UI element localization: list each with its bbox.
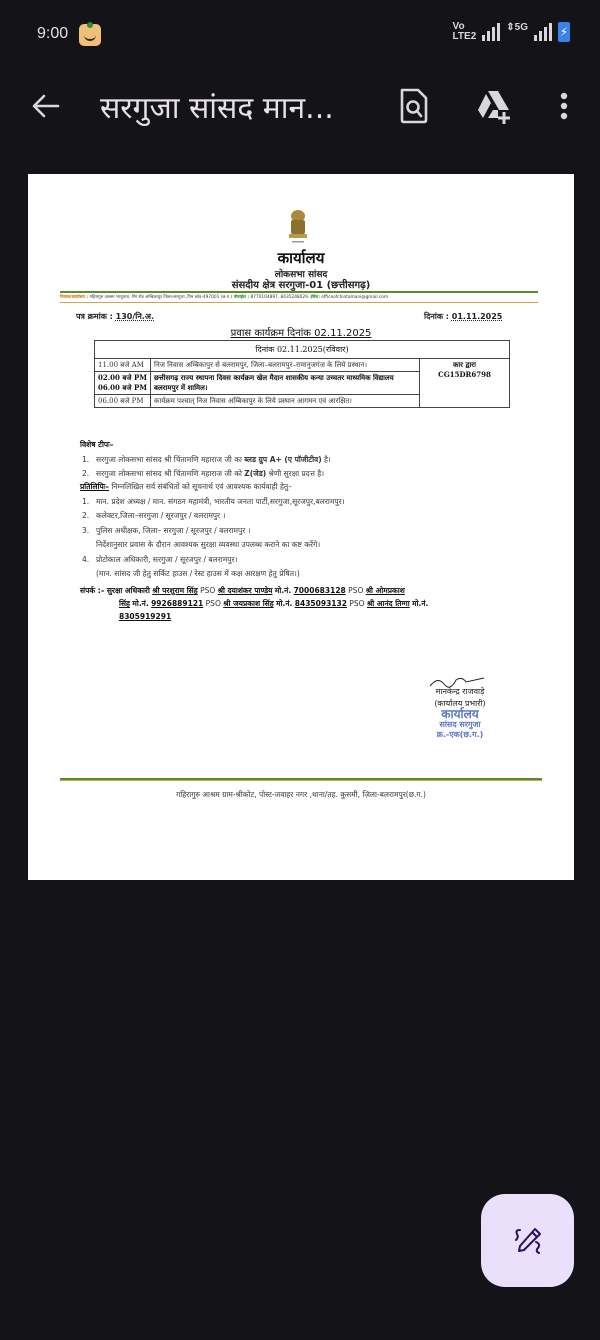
signature-block: मानकेन्द्र राजवाड़े (कार्यालय प्रभारी) कार्यालय सांसद सरगुजा क्र.-एक(छ.ग.) [420,672,500,746]
battery-charging-icon: ⚡ [558,22,570,42]
table-row: 11.00 बजे AM निज निवास अम्बिकापुर से बलरामपुर, जिला–बलरामपुर–रामानुजगंज के लिये प्रस्थान। कार द्वारा CG15DR6798 [95,359,510,372]
letterhead-underline [60,302,538,303]
search-document-button[interactable] [396,86,432,126]
5g-icon: ⇕5G [506,22,528,33]
office-title: कार्यालय [277,249,325,267]
schedule-date: दिनांक 02.11.2025(रविवार) [95,341,510,359]
document-heading: प्रवास कार्यक्रम दिनांक 02.11.2025 [230,328,372,339]
table-row: 02.00 बजे PM 06.00 बजे PM छत्तीसगढ़ राज्य स्थापना दिवस कार्यक्रम खेल मैदान शासकीय कन्या उच्चतर माध्यमिक विद्यालय बलरामपुर में शामिल। [95,372,510,395]
status-icons [453,22,570,42]
list-item: 1. सरगुजा लोकसभा सांसद श्री चिंतामणि महाराज जी का ब्लड ग्रुप A+ (ए पॉजीटीव) है। [82,454,331,464]
letterhead-contact: निवास/कार्यालय : गहिरागुरु आश्रम भाथूपारा, रिंग रोड अम्बिकापुर जिला-सरगुजा ,पिन कोड-497001 (छ.ग.) मोबाईल : 8770104897, 8435248029, ईमेल: officeofchintamani@gmail.com [60,295,389,300]
clock: 9:00 [37,25,69,42]
national-emblem-icon [283,208,313,248]
copy-to: प्रतिलिपिः– निम्नलिखित सर्व संबंधितों को सूचनार्थ एवं आवश्यक कार्यवाही हेतु– 1. मान. प्रदेश अध्यक्ष / मान. संगठन महामंत्री, भारतीय जनता पार्टी,सरगुजा,सूरजपुर,बलरामपुर। 2. कलेक्टर,जिला–सरगुजा / सूरजपुर / बलरामपुर । 3. पुलिस अधीक्षक, जिला– सरगुजा / सूरजपुर / बलरामपुर । निर्देशानुसार प्रवास के दौरान आवश्यक सुरक्षा व्यवस्था उपलब्ध कराने का कष्ट करेंगे। 4. प्रोटोकाल अधिकारी, सरगुजा / सूरजपुर / बलरामपुर। (मान. सांसद जी हेतु सर्किट हाउस / रेस्ट हाउस में कक्ष आरक्षण हेतु प्रेषित।) [80,480,510,582]
status-bar [0,0,600,70]
drive-add-icon [474,86,514,126]
contact-details: संपर्क :– सुरक्षा अधिकारी श्री परशुराम सिंह PSO श्री दयाशंकर पाण्डेय मो.नं. 7000683128 PSO श्री ओमप्रकाश सिंह मो.नं. 9926889121 PSO श्री जयप्रकाश सिंह मो.नं. 8435093132 PSO श्री आनंद तिग्गा मो.नं. 8305919291 [80,586,429,621]
document-title: सरगुजा सांसद मान... [100,91,334,126]
arrow-left-icon [28,88,64,124]
list-item: 3. पुलिस अधीक्षक, जिला– सरगुजा / सूरजपुर / बलरामपुर । [82,525,251,535]
annotate-button[interactable] [481,1194,574,1287]
office-stamp: कार्यालय सांसद सरगुजा क्र.-एक(छ.ग.) [436,707,484,739]
vehicle-info: कार द्वारा CG15DR6798 [420,359,510,408]
volte-icon: Vo LTE2 [452,21,477,42]
constituency: संसदीय क्षेत्र सरगुजा-01 (छत्तीसगढ़) [231,280,371,291]
more-options-button[interactable] [552,88,576,124]
amazon-shopping-icon [79,24,101,46]
more-vert-icon [552,88,576,124]
doc-search-icon [396,86,432,126]
back-button[interactable] [28,88,64,124]
table-row: 06.00 बजे PM कार्यक्रम पश्चात् निज निवास अम्बिकापुर के लिये प्रस्थान आगमन एवं आरक्षित। [95,395,510,408]
letterhead-divider [60,291,538,293]
reference-number: पत्र क्रमांक : 130/नि.अ. [76,312,154,321]
office-subtitle: लोकसभा सांसद [274,270,328,280]
special-notes: विशेष टीपः– 1. सरगुजा लोकसभा सांसद श्री चिंतामणि महाराज जी का ब्लड ग्रुप A+ (ए पॉजीटीव) है। 2. सरगुजा लोकसभा सांसद श्री चिंतामणि महाराज जी को Z(जेड) श्रेणी सुरक्षा प्रदत्त है। [80,438,500,482]
list-item: 4. प्रोटोकाल अधिकारी, सरगुजा / सूरजपुर / बलरामपुर। [82,554,238,564]
signal-sim1-icon [482,23,500,41]
letter-date: दिनांक : 01.11.2025 [424,312,503,321]
app-bar [0,70,600,140]
schedule-table [94,340,510,408]
footer-divider [60,778,542,781]
list-item: 2. कलेक्टर,जिला–सरगुजा / सूरजपुर / बलरामपुर । [82,511,226,520]
add-to-drive-button[interactable] [474,86,514,126]
list-item: 2. सरगुजा लोकसभा सांसद श्री चिंतामणि महाराज जी को Z(जेड) श्रेणी सुरक्षा प्रदत्त है। [82,469,325,478]
annotate-pen-icon [511,1224,545,1258]
footer-address: गहिरागुरु आश्रम ग्राम-श्रीकोट, पोस्ट-जवाहर नगर ,थाना/तह. कुसमी, ज़िला-बलरामपुर(छ.ग.) [176,790,426,799]
signal-sim2-icon [534,23,552,41]
pdf-page[interactable] [28,174,574,880]
list-item: 1. मान. प्रदेश अध्यक्ष / मान. संगठन महामंत्री, भारतीय जनता पार्टी,सरगुजा,सूरजपुर,बलरामपुर। [82,496,345,506]
